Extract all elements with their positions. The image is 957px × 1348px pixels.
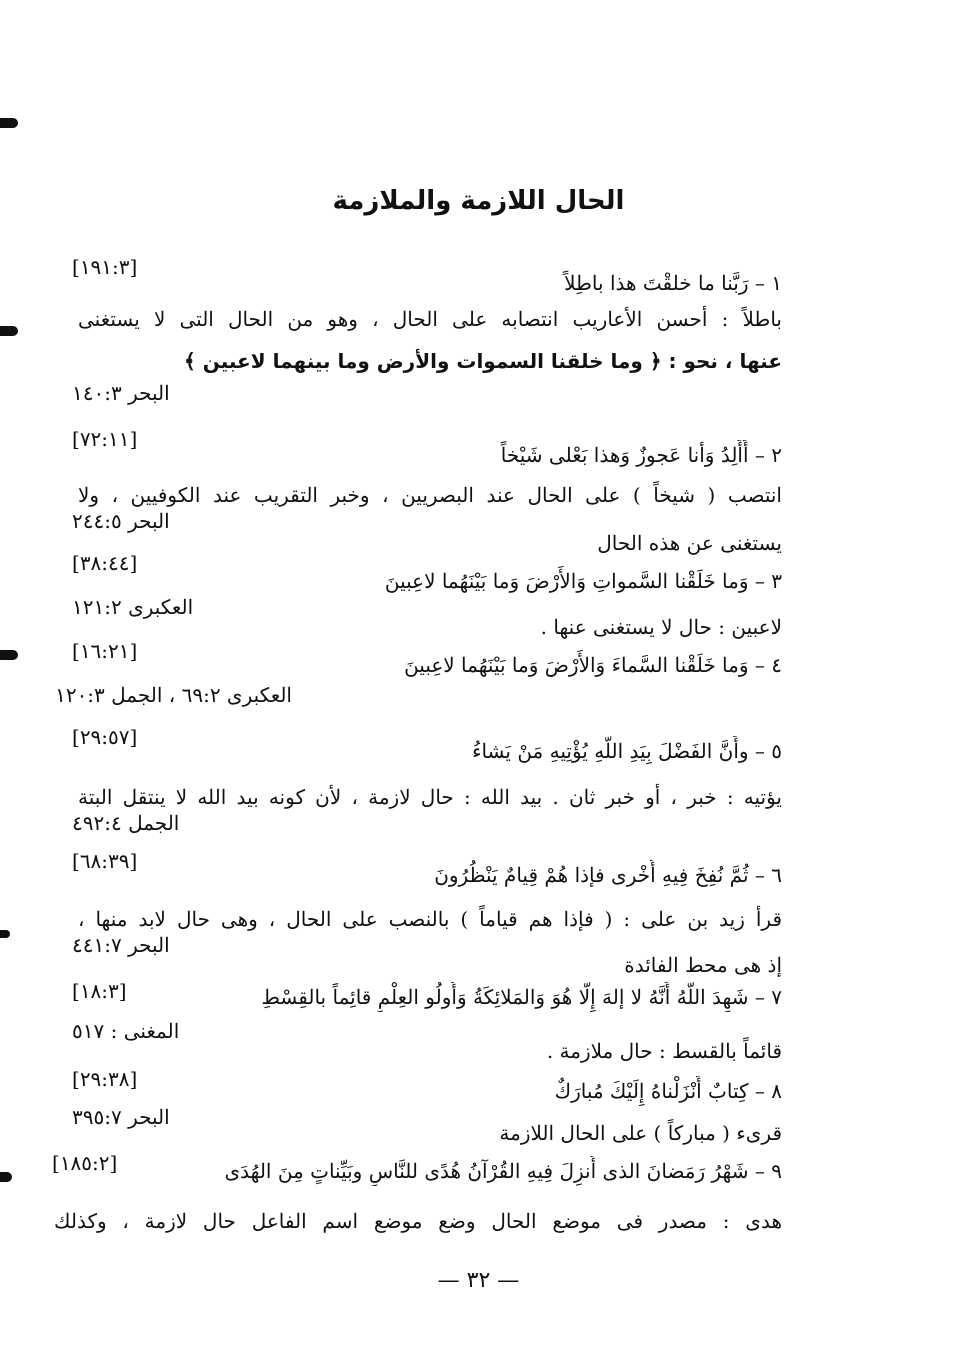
margin-mark [0,326,18,336]
note-line: لاعبين : حال لا يستغنى عنها . [540,615,782,639]
page-number: — ٣٢ — [437,1268,520,1293]
verse-text: ٨ – كِتابٌ أَنْزَلْناهُ إِلَيْكَ مُبارَكٌ [554,1079,782,1103]
source-citation: البحر ٣٩٥:٧ [72,1105,170,1129]
note-line: باطلاً : أحسن الأعاريب انتصابه على الحال ، وهو من الحال التى لا يستغنى [78,307,782,331]
source-citation: البحر ١٤٠:٣ [72,381,170,405]
note-line: انتصب ( شيخاً ) على الحال عند البصريين ، وخبر التقريب عند الكوفيين ، ولا [78,483,782,507]
note-line: قرىء ( مباركاً ) على الحال اللازمة [499,1121,782,1145]
margin-mark [0,1172,12,1182]
source-citation: البحر ٤٤١:٧ [72,933,170,957]
note-line: يؤتيه : خبر ، أو خبر ثان . بيد الله : حال لازمة ، لأن كونه بيد الله لا ينتقل البتة [78,785,782,809]
note-line: عنها ، نحو : ﴿ وما خلقنا السموات والأرض وما بينهما لاعبين ﴾ [184,349,782,373]
verse-reference: [١٨:٣] [72,979,127,1003]
source-citation: الجمل ٤٩٢:٤ [72,811,180,835]
verse-text: ٣ – وَما خَلَقْنا السَّمواتِ وَالأَرْضَ وَما بَيْنَهُما لاعِبينَ [384,569,782,593]
verse-reference: [٢٩:٣٨] [72,1067,138,1091]
source-citation: المغنى : ٥١٧ [72,1019,180,1043]
verse-text: ٥ – وأَنَّ الفَضْلَ بِيَدِ اللّهِ يُؤْتِيهِ مَنْ يَشاءُ [472,739,782,763]
verse-reference: [٣٨:٤٤] [72,551,138,575]
note-line: هدى : مصدر فى موضع الحال وضع موضع اسم الفاعل حال لازمة ، وكذلك [54,1209,782,1233]
verse-reference: [١٩١:٣] [72,255,138,279]
verse-reference: [١٨٥:٢] [52,1151,118,1175]
verse-text: ١ – رَبَّنا ما خلقْتَ هذا باطِلاً [564,271,782,295]
verse-text: ٢ – أَأَلِدُ وَأنا عَجوزٌ وَهذا بَعْلى شَيْخاً [500,443,782,467]
verse-text: ٦ – ثُمَّ نُفِخَ فِيهِ أُخْرى فإذا هُمْ قِيامٌ يَنْظُرُونَ [434,863,782,887]
verse-reference: [١٦:٢١] [72,639,138,663]
verse-text: ٤ – وَما خَلَقْنا السَّماءَ وَالأَرْضَ وَما بَيْنَهُما لاعِبينَ [404,653,782,677]
note-line: قرأ زيد بن على : ( فإذا هم قياماً ) بالنصب على الحال ، وهى حال لابد منها ، [78,907,782,931]
verse-reference: [٧٢:١١] [72,427,138,451]
note-line: إذ هى محط الفائدة [624,953,782,977]
source-citation: البحر ٢٤٤:٥ [72,509,170,533]
note-line: يستغنى عن هذه الحال [597,531,782,555]
page-title: الحال اللازمة والملازمة [332,186,625,216]
margin-mark [0,930,10,938]
verse-reference: [٦٨:٣٩] [72,849,138,873]
verse-reference: [٢٩:٥٧] [72,725,138,749]
margin-mark [0,118,18,128]
margin-mark [0,650,18,660]
source-citation: العكبرى ١٢١:٢ [72,595,194,619]
verse-text: ٧ – شَهِدَ اللّهُ أَنَّهُ لا إلهَ إِلّا هُوَ وَالمَلائِكَةُ وَأُولُو العِلْمِ قائِماً بالقِسْطِ [261,985,782,1009]
verse-text: ٩ – شَهْرُ رَمَضانَ الذى أُنزِلَ فِيهِ القُرْآنُ هُدًى للنَّاسِ وبَيِّناتٍ مِنَ الهُدَى [224,1159,782,1183]
source-citation: العكبرى ٦٩:٢ ، الجمل ١٢٠:٣ [55,683,292,707]
note-line: قائماً بالقسط : حال ملازمة . [546,1039,782,1063]
